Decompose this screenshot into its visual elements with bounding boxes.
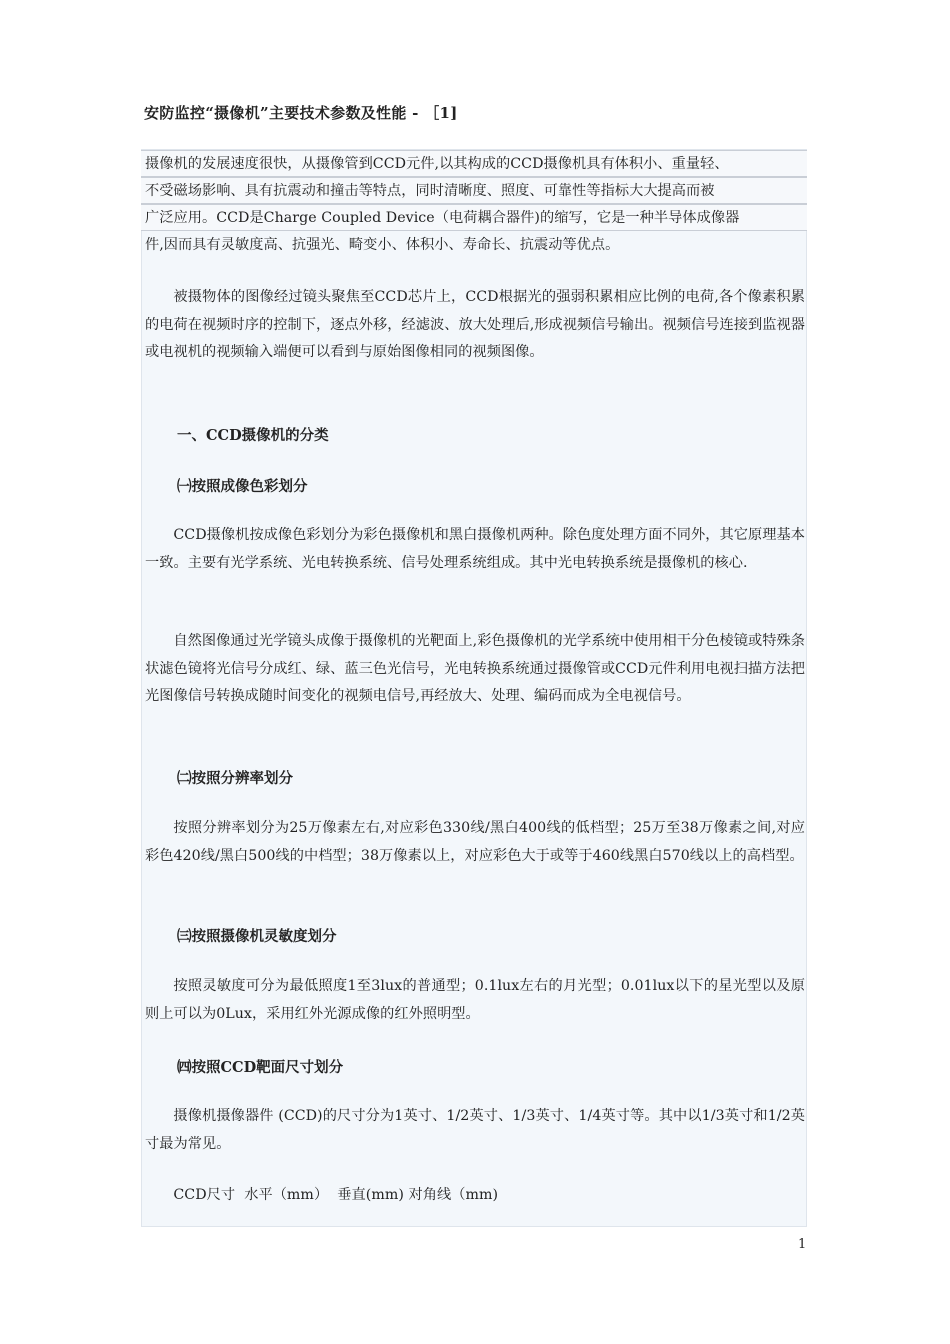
content-panel (141, 149, 807, 1227)
intro-line-4: 件,因而具有灵敏度高、抗强光、畸变小、体积小、寿命长、抗震动等优点。 (145, 237, 620, 253)
table-header-row: CCD尺寸 水平（mm） 垂直(mm) 对角线（mm) (173, 1187, 499, 1203)
intro-line-1: 摄像机的发展速度很快，从摄像管到CCD元件,以其构成的CCD摄像机具有体积小、重量轻、 (141, 150, 807, 177)
paragraph-sensitivity: 按照灵敏度可分为最低照度1至3lux的普通型；0.1lux左右的月光型；0.01lux以下的星光型以及原则上可以为0Lux，采用红外光源成像的红外照明型。 (145, 978, 805, 1022)
heading-section-1: 一、CCD摄像机的分类 (177, 427, 329, 444)
paragraph-resolution: 按照分辨率划分为25万像素左右,对应彩色330线/黑白400线的低档型；25万至38万像素之间,对应彩色420线/黑白500线的中档型；38万像素以上，对应彩色大于或等于460线黑白570线以上的高档型。 (145, 820, 805, 864)
heading-sub-1: ㈠按照成像色彩划分 (177, 478, 308, 495)
intro-line-2: 不受磁场影响、具有抗震动和撞击等特点，同时清晰度、照度、可靠性等指标大大提高而被 (141, 177, 807, 204)
heading-sub-4: ㈣按照CCD靶面尺寸划分 (177, 1059, 344, 1076)
page-number: 1 (798, 1237, 807, 1252)
heading-sub-2: ㈡按照分辨率划分 (177, 770, 293, 787)
intro-line-3: 广泛应用。CCD是Charge Coupled Device（电荷耦合器件)的缩写，它是一种半导体成像器 (141, 204, 807, 231)
paragraph-imaging: 被摄物体的图像经过镜头聚焦至CCD芯片上，CCD根据光的强弱积累相应比例的电荷,各个像素积累的电荷在视频时序的控制下，逐点外移，经滤波、放大处理后,形成视频信号输出。视频信号连接到监视器或电视机的视频输入端便可以看到与原始图像相同的视频图像。 (145, 289, 805, 361)
paragraph-ccd-size: 摄像机摄像器件 (CCD)的尺寸分为1英寸、1/2英寸、1/3英寸、1/4英寸等。其中以1/3英寸和1/2英寸最为常见。 (145, 1108, 805, 1152)
document-title: 安防监控“摄像机”主要技术参数及性能 - ［1] (144, 104, 458, 122)
paragraph-color-2: 自然图像通过光学镜头成像于摄像机的光靶面上,彩色摄像机的光学系统中使用相干分色棱镜或特殊条状滤色镜将光信号分成红、绿、蓝三色光信号，光电转换系统通过摄像管或CCD元件利用电视扫描方法把光图像信号转换成随时间变化的视频电信号,再经放大、处理、编码而成为全电视信号。 (145, 633, 805, 705)
paragraph-color-1: CCD摄像机按成像色彩划分为彩色摄像机和黑白摄像机两种。除色度处理方面不同外，其它原理基本一致。主要有光学系统、光电转换系统、信号处理系统组成。其中光电转换系统是摄像机的核心. (145, 527, 805, 571)
heading-sub-3: ㈢按照摄像机灵敏度划分 (177, 928, 337, 945)
